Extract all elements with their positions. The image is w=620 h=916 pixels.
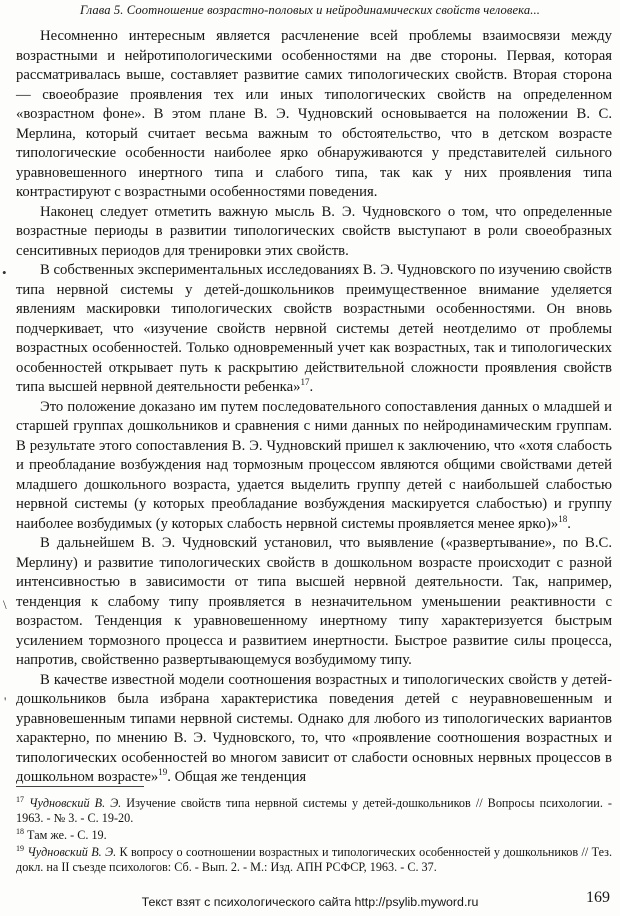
paragraph-5: В дальнейшем В. Э. Чудновский установил, что выявление («развертывание», по В.С. Мерлину) и развитие типологических свойств в дошкольном возрасте происходит с разной интенсивностью в зависимости от типа высшей нервной деятельности. Так, например, тенденция к слабому типу проявляется в незначительном уменьшении реактивности с возрастом. Тенденция к уравновешенному инертному типу характеризуется быстрым усилением тормозного процесса и развитием инертности. Быстрое развитие силы процесса, напротив, свойственно развертывающемуся возбудимому типу. — [16, 535, 612, 668]
source-site-line[interactable]: Текст взят с психологического сайта http://psylib.myword.ru — [141, 895, 479, 909]
footnote-text: Изучение свойств типа нервной системы у детей-дошкольников // Вопросы психологии. - 1963. - № 3. - С. 19-20. — [16, 796, 612, 825]
paragraph-4: Это положение доказано им путем последовательного сопоставления данных о младшей и старшей группах дошкольников и сравнения с ними данных по нейродинамическим группам. В результате этого сопоставления В. Э. Чудновский пришел к заключению, что «хотя слабость и преобладание возбуждения над тормозным процессом являются общими свойствами детей младшего дошкольного возраста, удается выделить группу детей с наибольшей слабостью нервной системы (у которых преобладание возбуждения маскируется слабостью) и группу наиболее возбудимых (у которых слабость нервной системы проявляется менее ярко)»$^{18}$. — [16, 398, 612, 532]
footnote-number: 19 — [16, 843, 24, 853]
paragraph-4-text: Это положение доказано им путем последовательного сопоставления данных о младшей и старшей группах дошкольников и сравнения с ними данных по нейродинамическим группам. В результате этого сопоставления В. Э. Чудновский пришел к заключению, что «хотя слабость и преобладание возбуждения над тормозным процессом являются общими свойствами детей младшего дошкольного возраста, удается выделить группу детей с наибольшей слабостью нервной системы (у которых преобладание возбуждения маскируется слабостью) и группу наиболее возбудимых (у которых слабость нервной системы проявляется менее ярко)» — [16, 398, 612, 532]
footnote-18 — [16, 828, 612, 843]
paragraph-6-tail: . Общая же тенденция — [167, 769, 307, 785]
scan-tick-mark: ' — [4, 694, 7, 709]
footnote-text: К вопросу о соотношении возрастных и типологических особенностей у дошкольников // Тез. докл. на II съезде психологов: Сб. - Вып. 2. - М.: Изд. АПН РСФСР, 1963. - С. 37. — [16, 845, 613, 874]
footnote-author: Чудновский В. Э. — [27, 845, 117, 859]
footnote-author: Чудновский В. Э. — [29, 796, 122, 810]
footnote-ref-17[interactable]: 17 — [300, 377, 310, 388]
paragraph-6 — [16, 671, 612, 788]
footnote-17 — [16, 796, 612, 826]
paragraph-6-text: В качестве известной модели соотношения возрастных и типологических свойств у детей-дошкольников была избрана характеристика поведения детей с неуравновешенным и уравновешенным типами нервной системы. Однако для любого из типологических вариантов характерно, по мнению В. Э. Чудновского, то, что «проявление соотношения возрастных и типологических особенностей во многом зависит от слабости основных нервных процессов в дошкольном возрасте» — [16, 671, 612, 785]
footnote-ref-18[interactable]: 18 — [558, 513, 568, 524]
paragraph-2: Наконец следует отметить важную мысль В. Э. Чудновского о том, что определенные возрастные периоды в развитии типологических свойств выступают в роли своеобразных сенситивных периодов для тренировки этих свойств. — [16, 203, 612, 259]
footnote-text: Там же. - С. 19. — [27, 828, 107, 842]
footnote-divider — [16, 786, 144, 787]
paragraph-3-text: В собственных экспериментальных исследованиях В. Э. Чудновского по изучению свойств типа нервной системы у детей-дошкольников преимущественное внимание уделяется явлениям маскировки типологических свойств возрастными особенностями. Он вновь подчеркивает, что «изучение свойств нервной системы детей неотделимо от проблемы возрастных особенностей. Только одновременный учет как возрастных, так и типологических особенностей открывает путь к раскрытию действительной сложности проявления свойств типа высшей нервной деятельности ребенка» — [16, 262, 612, 395]
scan-dot-mark: • — [2, 265, 7, 280]
paragraph-1: Несомненно интересным является расчленение всей проблемы взаимосвязи между возрастными и нейротипологическими особенностями на две стороны. Первая, которая рассматривалась выше, составляет развитие самих типологических свойств. Вторая сторона — своеобразие проявления тех или иных типологических свойств на определенном «возрастном фоне». В этом плане В. Э. Чудновский основывается на положении В. С. Мерлина, который считает весьма важным то обстоятельство, что в детском возрасте типологические особенности наиболее ярко обнаруживаются у представителей сильного уравновешенного инертного типа и слабого типа, так как у них проявления типа контрастируют с возрастными особенностями поведения. — [16, 28, 612, 200]
main-text — [16, 27, 612, 788]
page-number: 169 — [586, 889, 610, 906]
footnote-number: 18 — [16, 826, 24, 836]
footnotes — [16, 796, 612, 877]
footnote-number: 17 — [16, 794, 24, 804]
scan-slash-mark: \ — [3, 597, 7, 612]
paragraph-3: В собственных экспериментальных исследованиях В. Э. Чудновского по изучению свойств типа нервной системы у детей-дошкольников преимущественное внимание уделяется явлениям маскировки типологических свойств возрастными особенностями. Он вновь подчеркивает, что «изучение свойств нервной системы детей неотделимо от проблемы возрастных особенностей. Только одновременный учет как возрастных, так и типологических особенностей открывает путь к раскрытию действительной сложности проявления свойств типа высшей нервной деятельности ребенка»$^{17}$. — [16, 262, 612, 395]
running-header: Глава 5. Соотношение возрастно-половых и нейродинамических свойств человека... — [80, 3, 540, 17]
footnote-19 — [16, 845, 612, 875]
footnote-ref-19[interactable]: 19 — [158, 767, 168, 778]
